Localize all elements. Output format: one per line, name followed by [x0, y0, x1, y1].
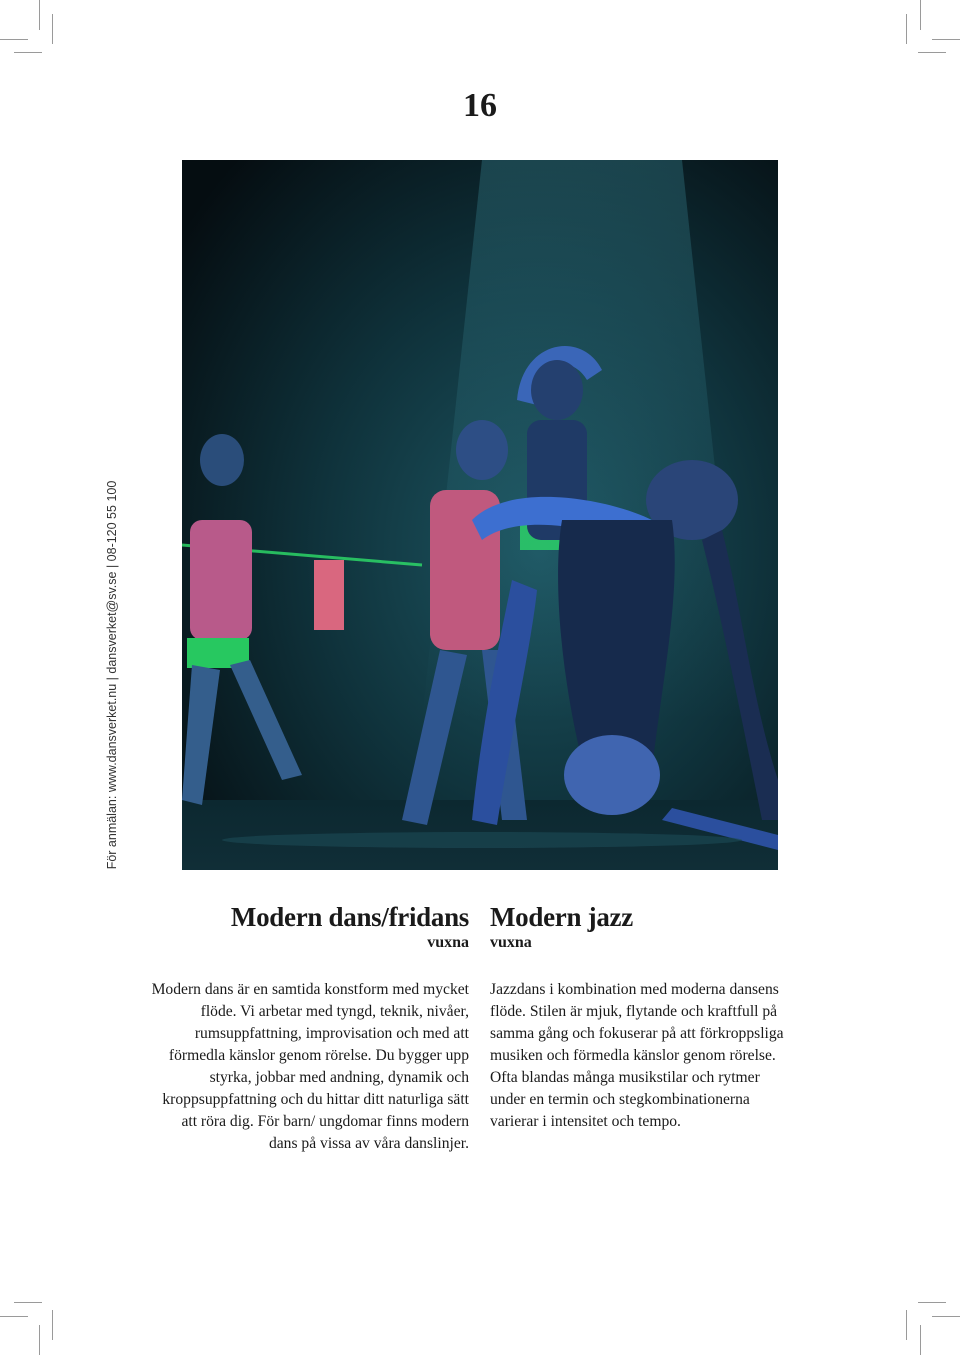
crop-mark: [14, 1302, 42, 1303]
crop-mark: [0, 39, 28, 40]
crop-mark: [906, 14, 907, 44]
crop-mark: [920, 1325, 921, 1355]
modern-jazz-section: [490, 900, 790, 1133]
section-title: Modern jazz: [490, 902, 633, 932]
crop-mark: [918, 52, 946, 53]
crop-mark: [932, 1316, 960, 1317]
crop-mark: [39, 1325, 40, 1355]
section-title: Modern dans/fridans: [230, 902, 469, 932]
crop-mark: [932, 39, 960, 40]
contact-sidebar: För anmälan: www.dansverket.nu | dansverket@sv.se | 08-120 55 100: [105, 480, 119, 870]
dance-photo-illustration: [182, 160, 778, 870]
crop-mark: [918, 1302, 946, 1303]
section-subtitle: vuxna: [427, 934, 469, 951]
crop-mark: [52, 14, 53, 44]
crop-mark: [0, 1316, 28, 1317]
section-body: Jazzdans i kombination med moderna dansens flöde. Stilen är mjuk, flytande och kraftfull på samma gång och fokuserar på att förkroppsliga musiken och förmedla känslor genom rörelse. Ofta blandas många musikstilar och rytmer under en termin och stegkombinationerna varierar i intensitet och tempo.: [490, 981, 784, 1130]
modern-dans-section: [150, 900, 469, 1155]
page-number: 16: [463, 87, 497, 124]
dance-performance-photo: [182, 160, 778, 870]
crop-mark: [39, 0, 40, 30]
section-subtitle: vuxna: [490, 934, 532, 951]
crop-mark: [906, 1310, 907, 1340]
crop-mark: [14, 52, 42, 53]
section-body: Modern dans är en samtida konstform med mycket flöde. Vi arbetar med tyngd, teknik, nivåer, rumsuppfattning, improvisation och med att förmedla känslor genom rörelse. Du bygger upp styrka, jobbar med andning, dynamik och kroppsuppfattning och du hittar ditt naturliga sätt att röra dig. För barn/ ungdomar finns modern dans på vissa av våra danslinjer.: [151, 981, 469, 1152]
crop-mark: [920, 0, 921, 30]
crop-mark: [52, 1310, 53, 1340]
